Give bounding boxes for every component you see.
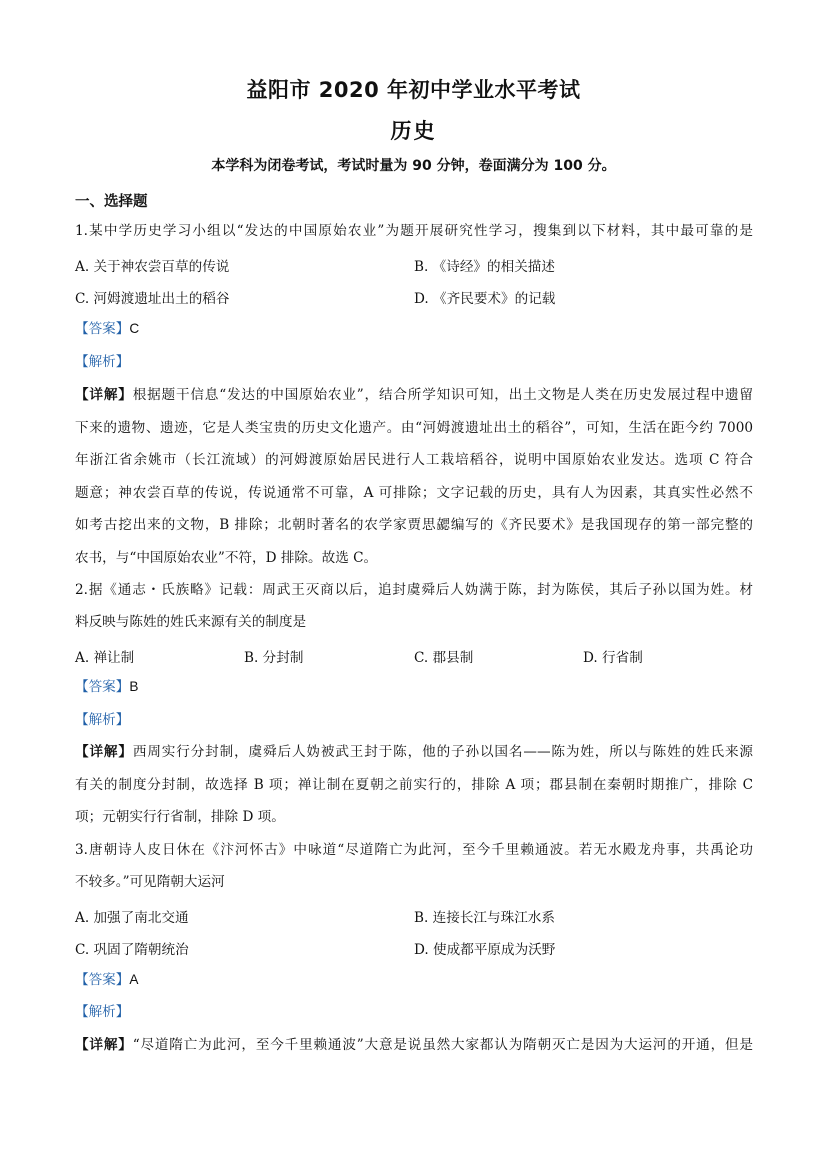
q1-option-d: D. 《齐民要术》的记载 (414, 291, 556, 307)
analysis-label: 【解析】 (75, 1004, 130, 1020)
section-title: 一、选择题 (75, 194, 148, 210)
q2-answer (75, 678, 753, 696)
q3-option-c: C. 巩固了隋朝统治 (75, 942, 189, 958)
exam-title: 益阳市 2020 年初中学业水平考试 (246, 78, 581, 102)
q2-option-d: D. 行省制 (583, 650, 643, 666)
detail-label: 【详解】 (75, 744, 133, 760)
q3-option-a: A. 加强了南北交通 (75, 910, 189, 926)
q3-analysis (75, 1003, 753, 1021)
q2-answer-value: B (129, 679, 139, 694)
q3-option-b: B. 连接长江与珠江水系 (414, 910, 555, 926)
q2-detail-line: 项；元朝实行行省制，排除 D 项。 (75, 809, 285, 825)
q3-stem: 不较多。”可见隋朝大运河 (75, 874, 225, 890)
q1-detail-line: 【详解】根据题干信息“发达的中国原始农业”，结合所学知识可知，出土文物是人类在历史发展过程中遗留 (75, 387, 754, 403)
analysis-label: 【解析】 (75, 712, 130, 728)
analysis-label: 【解析】 (75, 354, 130, 370)
q1-detail-line: 如考古挖出来的文物，B 排除；北朝时著名的农学家贾思勰编写的《齐民要术》是我国现存的第一部完整的 (75, 517, 753, 533)
q1-stem: 1.某中学历史学习小组以“发达的中国原始农业”为题开展研究性学习，搜集到以下材料，其中最可靠的是 (75, 223, 753, 239)
q1-detail-line: 农书，与“中国原始农业”不符，D 排除。故选 C。 (75, 550, 378, 566)
q3-answer (75, 971, 753, 989)
answer-label: 【答案】 (75, 679, 130, 695)
q1-answer-value: C (129, 321, 140, 336)
exam-instructions: 本学科为闭卷考试，考试时量为 90 分钟，卷面满分为 100 分。 (211, 158, 616, 174)
detail-label: 【详解】 (75, 387, 133, 403)
q1-detail-line: 年浙江省余姚市（长江流域）的河姆渡原始居民进行人工栽培稻谷，说明中国原始农业发达。选项 C 符合 (75, 452, 753, 468)
q1-detail-line: 题意；神农尝百草的传说，传说通常不可靠，A 可排除；文字记载的历史，具有人为因素，其真实性必然不 (75, 485, 753, 501)
subject-title: 历史 (390, 119, 437, 143)
q1-detail-line: 下来的遗物、遗迹，它是人类宝贵的历史文化遗产。由“河姆渡遗址出土的稻谷”，可知，生活在距今约 7000 (75, 420, 753, 436)
answer-label: 【答案】 (75, 321, 130, 337)
q3-option-d: D. 使成都平原成为沃野 (414, 942, 556, 958)
q1-answer (75, 320, 753, 338)
q2-stem: 料反映与陈姓的姓氏来源有关的制度是 (75, 614, 307, 630)
q2-stem: 2.据《通志・氏族略》记载：周武王灭商以后，追封虞舜后人妫满于陈，封为陈侯，其后子孙以国为姓。材 (75, 582, 753, 598)
q2-detail-line: 有关的制度分封制，故选择 B 项；禅让制在夏朝之前实行的，排除 A 项；郡县制在秦朝时期推广，排除 C (75, 777, 753, 793)
q2-option-b: B. 分封制 (244, 650, 304, 666)
q3-answer-value: A (129, 972, 139, 987)
q3-detail-line: 【详解】“尽道隋亡为此河，至今千里赖通波”大意是说虽然大家都认为隋朝灭亡是因为大运河的开通，但是 (75, 1037, 754, 1053)
q1-option-c: C. 河姆渡遗址出土的稻谷 (75, 291, 230, 307)
q2-detail-line: 【详解】西周实行分封制，虞舜后人妫被武王封于陈，他的子孙以国名——陈为姓，所以与陈姓的姓氏来源 (75, 744, 754, 760)
q1-option-b: B. 《诗经》的相关描述 (414, 259, 555, 275)
q3-stem: 3.唐朝诗人皮日休在《汴河怀古》中咏道“尽道隋亡为此河，至今千里赖通波。若无水殿龙舟事，共禹论功 (75, 842, 753, 858)
q2-analysis (75, 711, 753, 729)
answer-label: 【答案】 (75, 972, 130, 988)
q1-analysis (75, 353, 753, 371)
detail-label: 【详解】 (75, 1037, 133, 1053)
q2-option-a: A. 禅让制 (75, 650, 135, 666)
q1-option-a: A. 关于神农尝百草的传说 (75, 259, 230, 275)
q2-option-c: C. 郡县制 (414, 650, 474, 666)
